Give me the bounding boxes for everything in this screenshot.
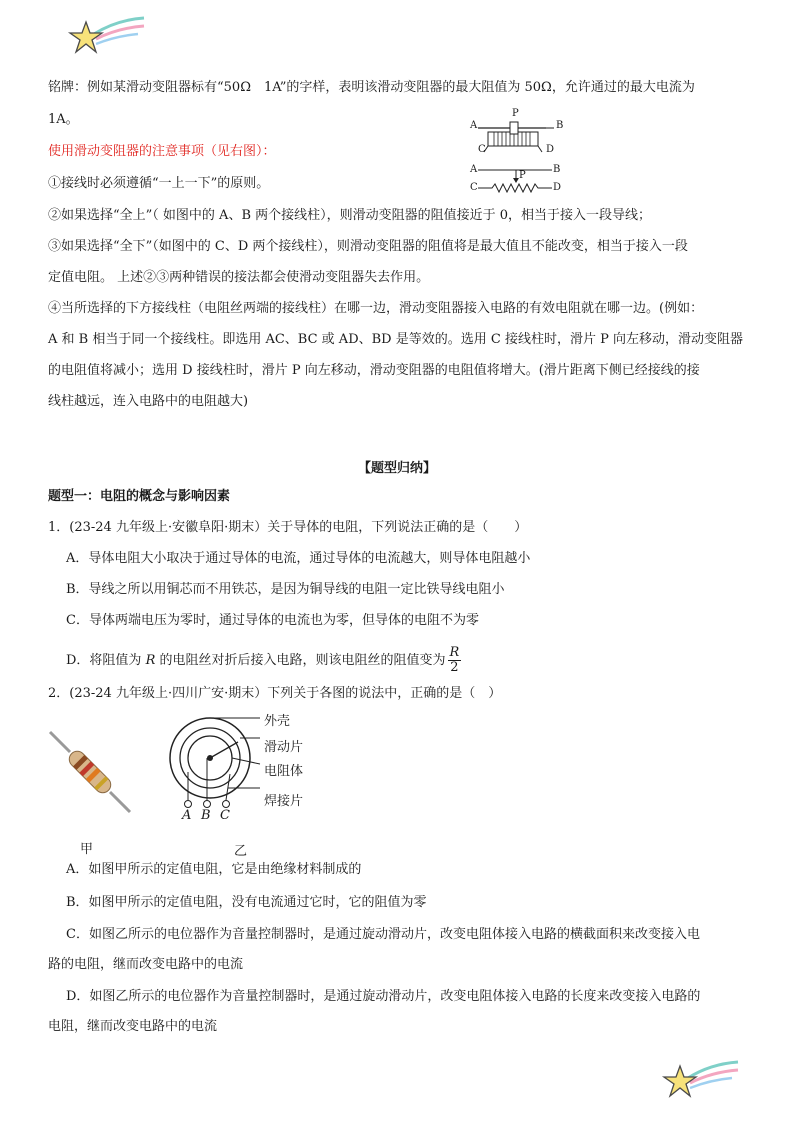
figure-jia-caption: 甲 xyxy=(80,842,94,857)
question-2-option-c-line-2: 路的电阻，继而改变电路中的电流 xyxy=(48,957,244,972)
terminal-b-label: B xyxy=(201,808,211,823)
label-resistor-body: 电阻体 xyxy=(264,764,304,779)
question-1-option-c: C．导体两端电压为零时，通过导体的电流也为零，但导体的电阻不为零 xyxy=(66,613,479,628)
question-1-option-d xyxy=(66,646,461,675)
rule-3-line-2: 定值电阻。 上述②③两种错误的接法都会使滑动变阻器失去作用。 xyxy=(48,270,430,285)
rule-4-line-2: A 和 B 相当于同一个接线柱。即选用 AC、BC 或 AD、BD 是等效的。选用 C 接线柱时，滑片 P 向左移动，滑动变阻器 xyxy=(48,332,743,347)
label-solder-tab: 焊接片 xyxy=(264,794,304,809)
rheostat-diagram xyxy=(466,112,566,200)
rule-2: ②如果选择“全上”（ 如图中的 A、B 两个接线柱），则滑动变阻器的阻值接近于 0，相当于接入一段导线； xyxy=(48,208,652,223)
label-a-top: A xyxy=(470,120,478,131)
rule-1: ①接线时必须遵循“一上一下”的原则。 xyxy=(48,176,270,191)
option-d-variable: R xyxy=(145,653,156,668)
caution-title: 使用滑动变阻器的注意事项（见右图）： xyxy=(48,144,276,159)
star-comet-icon xyxy=(66,12,146,58)
section-title: 【题型归纳】 xyxy=(357,461,436,476)
question-1-stem: 1．(23-24 九年级上·安徽阜阳·期末）关于导体的电阻，下列说法正确的是（ ） xyxy=(48,520,528,535)
question-1-option-b: B．导线之所以用铜芯而不用铁芯，是因为铜导线的电阻一定比铁导线电阻小 xyxy=(66,582,505,597)
figure-yi-caption: 乙 xyxy=(234,844,248,859)
question-2-option-d-line-2: 电阻，继而改变电路中的电流 xyxy=(48,1019,218,1034)
label-d-bottom: D xyxy=(553,182,562,193)
rule-4-line-3: 的电阻值将减小；选用 D 接线柱时，滑片 P 向左移动，滑动变阻器的电阻值将增大。(滑片距离下侧已经接线的接 xyxy=(48,363,700,378)
star-comet-icon xyxy=(660,1056,740,1102)
terminal-c-label: C xyxy=(220,808,230,823)
label-shell: 外壳 xyxy=(264,714,291,729)
rule-4-line-1: ④当所选择的下方接线柱（电阻丝两端的接线柱）在哪一边，滑动变阻器接入电路的有效电阻就在哪一边。(例如： xyxy=(48,301,704,316)
question-2-option-a: A．如图甲所示的定值电阻，它是由绝缘材料制成的 xyxy=(66,862,362,877)
label-p-top: P xyxy=(512,108,519,119)
fixed-resistor-image xyxy=(46,728,136,818)
label-c-bottom: C xyxy=(470,182,478,193)
question-1-option-a: A．导体电阻大小取决于通过导体的电流，通过导体的电流越大，则导体电阻越小 xyxy=(66,551,531,566)
label-a-bottom: A xyxy=(470,164,478,175)
nameplate-line-2: 1A。 xyxy=(48,112,79,127)
fraction-numerator: R xyxy=(449,645,460,660)
question-type-heading: 题型一：电阻的概念与影响因素 xyxy=(48,489,231,504)
label-slider: 滑动片 xyxy=(264,740,304,755)
question-2-option-d-line-1: D．如图乙所示的电位器作为音量控制器时，是通过旋动滑动片，改变电阻体接入电路的长度来改变接入电路的 xyxy=(66,989,701,1004)
rule-4-line-4: 线柱越远，连入电路中的电阻越大) xyxy=(48,394,249,409)
label-b-bottom: B xyxy=(553,164,561,175)
label-p-bottom: P xyxy=(519,170,526,181)
option-d-middle: 的电阻丝对折后接入电路，则该电阻丝的阻值变为 xyxy=(155,653,446,668)
fraction-denominator: 2 xyxy=(450,660,459,675)
label-c-top: C xyxy=(478,144,486,155)
question-2-option-b: B．如图甲所示的定值电阻，没有电流通过它时，它的阻值为零 xyxy=(66,895,427,910)
potentiometer-diagram xyxy=(160,712,270,822)
option-d-prefix: D．将阻值为 xyxy=(66,653,146,668)
label-b-top: B xyxy=(556,120,564,131)
question-2-option-c-line-1: C．如图乙所示的电位器作为音量控制器时，是通过旋动滑动片，改变电阻体接入电路的横截面积来改变接入电 xyxy=(66,927,700,942)
question-2-stem: 2．(23-24 九年级上·四川广安·期末）下列关于各图的说法中，正确的是（ ） xyxy=(48,686,502,701)
label-d-top: D xyxy=(546,144,555,155)
terminal-a-label: A xyxy=(182,808,192,823)
rule-3-line-1: ③如果选择“全下”（如图中的 C、D 两个接线柱），则滑动变阻器的阻值将是最大值且不能改变，相当于接入一段 xyxy=(48,239,688,254)
nameplate-line-1: 铭牌：例如某滑动变阻器标有“50Ω 1A”的字样，表明该滑动变阻器的最大阻值为 50Ω，允许通过的最大电流为 xyxy=(48,80,695,95)
fraction-r-over-2 xyxy=(448,646,462,675)
